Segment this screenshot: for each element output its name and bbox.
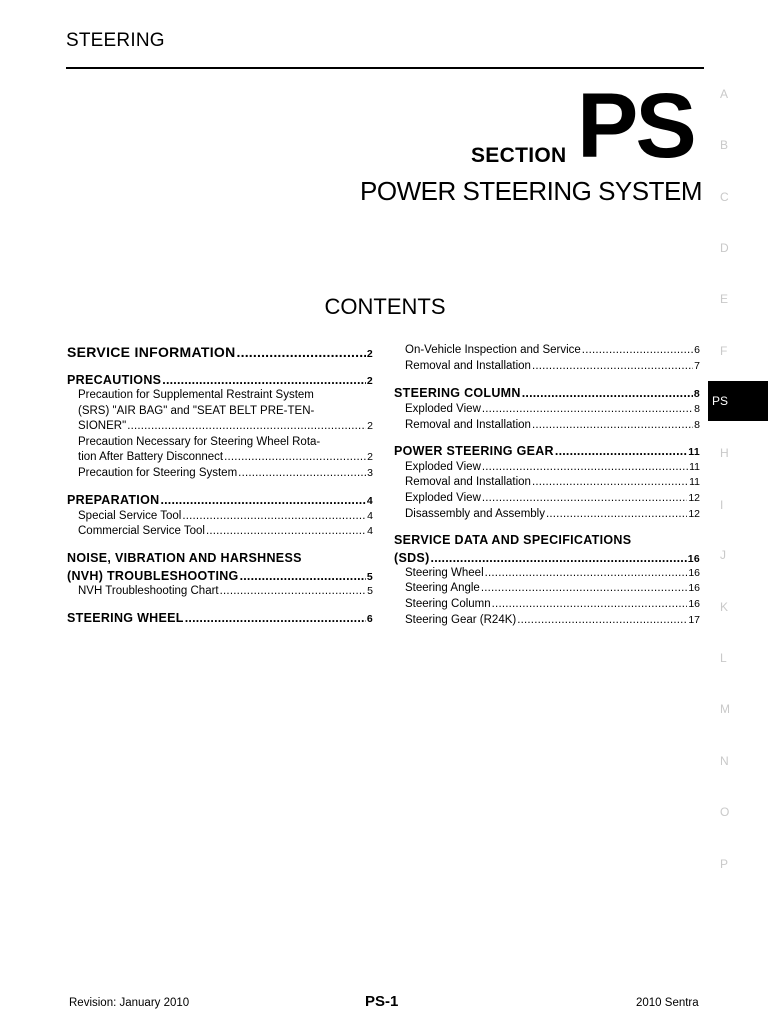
index-tab-o[interactable]: O <box>720 805 730 819</box>
toc-entry-sds-steering-angle[interactable]: Steering Angle ..... 16 <box>394 583 700 595</box>
toc-entry-removal-installation[interactable]: Removal and Installation ..... 8 <box>394 420 700 432</box>
index-tab-m[interactable]: M <box>720 702 730 716</box>
toc-entry-on-vehicle-inspection[interactable]: On-Vehicle Inspection and Service ..... 6 <box>394 345 700 357</box>
index-tab-k[interactable]: K <box>720 600 729 614</box>
toc-entry-steering-wheel-rotation[interactable]: tion After Battery Disconnect ..... 2 <box>67 452 373 464</box>
index-tab-l[interactable]: L <box>720 651 727 665</box>
toc-entry-line: NOISE, VIBRATION AND HARSHNESS <box>67 551 302 565</box>
footer-model: 2010 Sentra <box>636 997 699 1009</box>
toc-entry-disassembly-assembly[interactable]: Disassembly and Assembly ..... 12 <box>394 509 700 521</box>
toc-entry-precaution-steering-system[interactable]: Precaution for Steering System ..... 3 <box>67 468 373 480</box>
contents-title: CONTENTS <box>324 294 446 319</box>
index-tab-b[interactable]: B <box>720 138 729 152</box>
index-tab-n[interactable]: N <box>720 754 729 768</box>
toc-entry-exploded-view[interactable]: Exploded View ..... 8 <box>394 404 700 416</box>
toc-entry-steering-wheel[interactable]: STEERING WHEEL ..... 6 <box>67 612 373 625</box>
index-tab-e[interactable]: E <box>720 292 729 306</box>
section-code: PS <box>577 75 694 177</box>
toc-entry-line: Precaution for Supplemental Restraint System <box>78 389 314 401</box>
section-word: SECTION <box>471 144 567 167</box>
index-tab-f[interactable]: F <box>720 344 728 358</box>
toc-entry-power-steering-gear[interactable]: POWER STEERING GEAR ..... 11 <box>394 445 700 458</box>
index-tab-ps-active[interactable]: PS <box>708 381 768 421</box>
header-rule <box>66 67 704 69</box>
section-name: POWER STEERING SYSTEM <box>360 176 702 206</box>
toc-entry-line: SERVICE DATA AND SPECIFICATIONS <box>394 533 632 547</box>
toc-entry-exploded-view[interactable]: Exploded View ..... 11 <box>394 462 700 474</box>
toc-entry-steering-column[interactable]: STEERING COLUMN ..... 8 <box>394 387 700 400</box>
toc-entry-exploded-view[interactable]: Exploded View ..... 12 <box>394 493 700 505</box>
index-tab-c[interactable]: C <box>720 190 729 204</box>
toc-entry-nvh-chart[interactable]: NVH Troubleshooting Chart ..... 5 <box>67 586 373 598</box>
toc-entry-sds-steering-column[interactable]: Steering Column ..... 16 <box>394 599 700 611</box>
index-tab-h[interactable]: H <box>720 446 729 460</box>
index-tab-j[interactable]: J <box>720 548 726 562</box>
toc-entry-sds-steering-wheel[interactable]: Steering Wheel ..... 16 <box>394 568 700 580</box>
index-tab-i[interactable]: I <box>720 498 724 512</box>
toc-entry-nvh-troubleshooting[interactable]: (NVH) TROUBLESHOOTING ..... 5 <box>67 570 373 583</box>
toc-entry-sds-steering-gear[interactable]: Steering Gear (R24K) ..... 17 <box>394 615 700 627</box>
index-tab-d[interactable]: D <box>720 241 729 255</box>
index-tab-a[interactable]: A <box>720 87 729 101</box>
toc-entry-special-service-tool[interactable]: Special Service Tool ..... 4 <box>67 511 373 523</box>
toc-entry-removal-installation[interactable]: Removal and Installation ..... 11 <box>394 477 700 489</box>
section-index-tabs <box>708 0 768 1024</box>
header-title: STEERING <box>66 30 165 51</box>
index-tab-p[interactable]: P <box>720 857 729 871</box>
toc-entry-preparation[interactable]: PREPARATION ..... 4 <box>67 494 373 507</box>
footer-page-number: PS-1 <box>365 993 399 1010</box>
toc-entry-service-information[interactable]: SERVICE INFORMATION ..... 2 <box>67 345 373 360</box>
toc-entry-srs-precaution[interactable]: SIONER" ..... 2 <box>67 421 373 433</box>
toc-entry-commercial-service-tool[interactable]: Commercial Service Tool ..... 4 <box>67 526 373 538</box>
footer-revision: Revision: January 2010 <box>69 997 190 1009</box>
toc-entry-sds[interactable]: (SDS) ..... 16 <box>394 552 700 565</box>
toc-entry-line: (SRS) "AIR BAG" and "SEAT BELT PRE-TEN- <box>78 405 315 417</box>
toc-entry-removal-installation[interactable]: Removal and Installation ..... 7 <box>394 361 700 373</box>
toc-entry-line: Precaution Necessary for Steering Wheel Rota- <box>78 436 321 448</box>
toc-entry-precautions[interactable]: PRECAUTIONS ..... 2 <box>67 374 373 387</box>
